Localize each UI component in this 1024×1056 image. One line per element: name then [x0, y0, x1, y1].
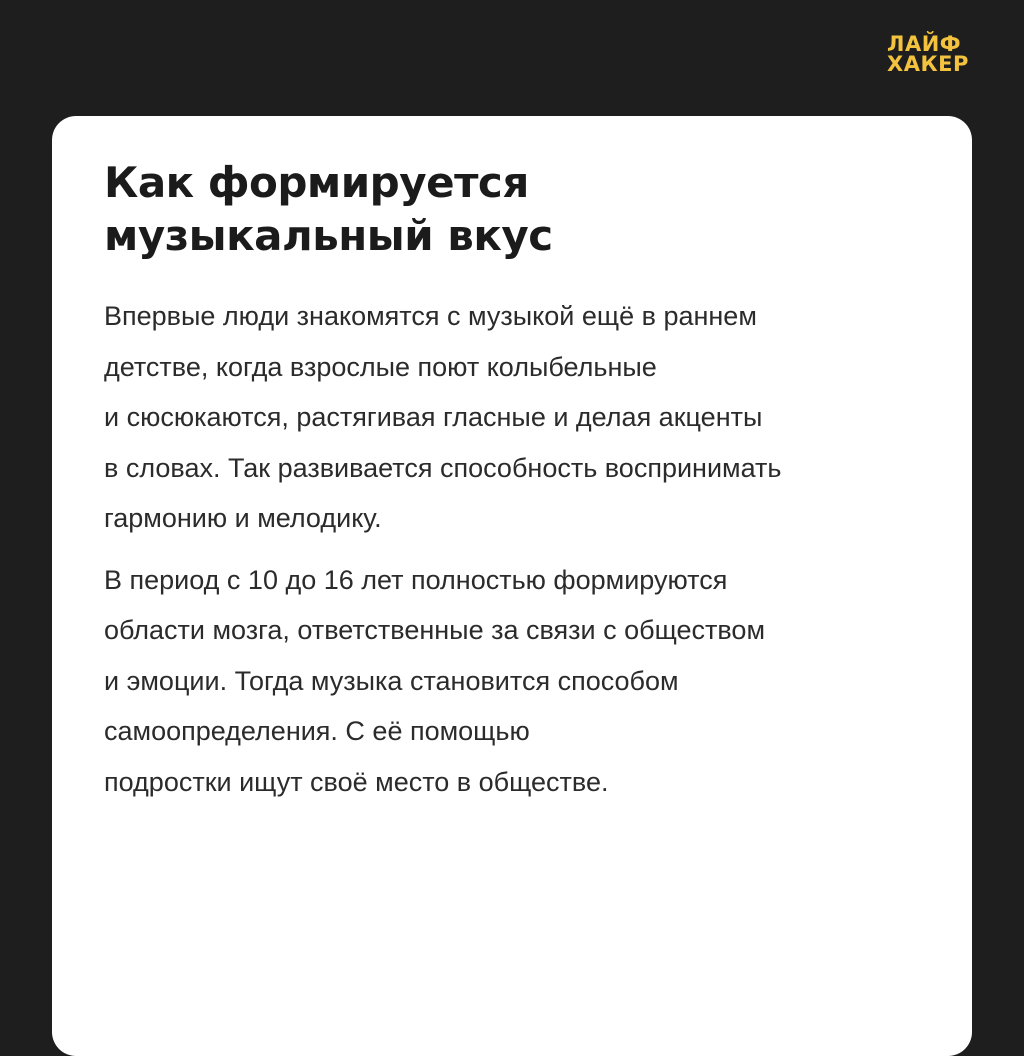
article-body [104, 291, 934, 818]
logo-line-2: ХАКЕР [887, 52, 969, 76]
text-line: Впервые люди знакомятся с музыкой ещё в раннем [104, 301, 757, 331]
paragraph-2 [104, 555, 934, 808]
text-line: В период с 10 до 16 лет полностью формируются [104, 564, 728, 595]
title-line: музыкальный вкус [104, 211, 553, 260]
paragraph-1 [104, 291, 934, 544]
text-line: и сюсюкаются, растягивая гласные и делая акценты [104, 402, 763, 432]
lifehacker-logo [887, 34, 971, 74]
text-line: гармонию и мелодику. [104, 503, 382, 533]
text-line: детстве, когда взрослые поют колыбельные [104, 351, 657, 382]
text-line: самоопределения. С её помощью [104, 716, 530, 746]
text-line: и эмоции. Тогда музыка становится способом [104, 665, 679, 696]
logo-line-1: ЛАЙФ [887, 32, 962, 56]
title-line: Как формируется [104, 158, 529, 207]
content-card [52, 116, 972, 1056]
text-line: области мозга, ответственные за связи с обществом [104, 615, 766, 645]
text-line: подростки ищут своё место в обществе. [104, 766, 609, 797]
text-line: в словах. Так развивается способность воспринимать [104, 452, 782, 483]
page-title [104, 156, 884, 262]
